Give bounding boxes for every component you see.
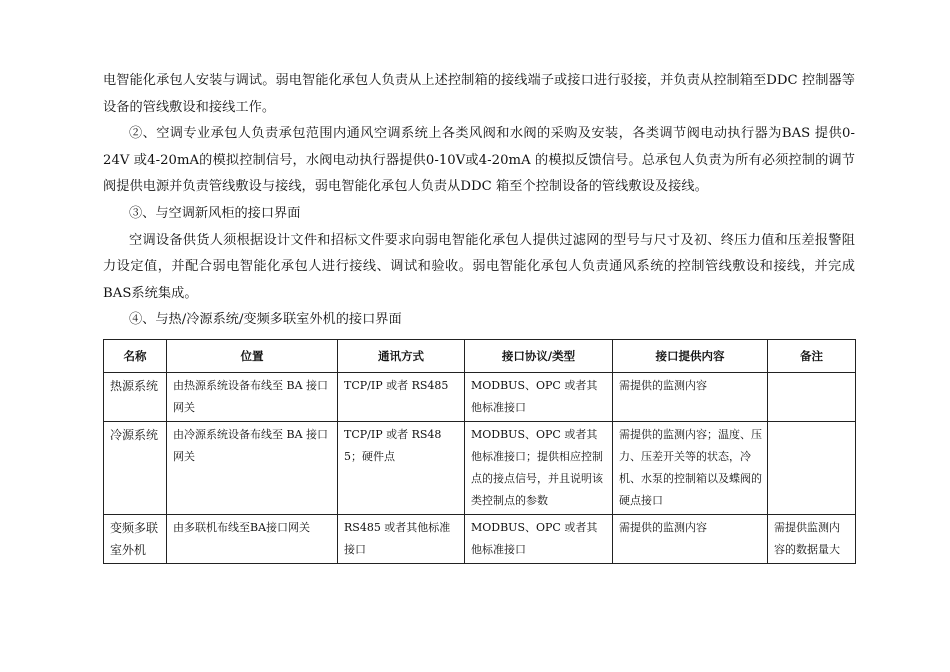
cell-protocol: MODBUS、OPC 或者其他标准接口；提供相应控制点的接点信号，并且说明该类控制点的参数 (465, 421, 613, 514)
heading-item-4: ④、与热/冷源系统/变频多联室外机的接口界面 (129, 312, 402, 328)
paragraph-continuation: 电智能化承包人安装与调试。弱电智能化承包人负责从上述控制箱的接线端子或接口进行驳接，并负责从控制箱至DDC 控制器等设备的管线敷设和接线工作。 (103, 73, 855, 115)
table-row (104, 514, 856, 563)
cell-content: 需提供的监测内容 (613, 514, 768, 563)
document-page (103, 68, 855, 564)
cell-name: 变频多联室外机 (104, 514, 167, 563)
cell-note (768, 372, 856, 421)
header-note: 备注 (768, 339, 856, 372)
cell-name: 热源系统 (104, 372, 167, 421)
cell-comm: TCP/IP 或者 RS485 (338, 372, 465, 421)
table-header-row (104, 339, 856, 372)
cell-note (768, 421, 856, 514)
header-protocol: 接口协议/类型 (465, 339, 613, 372)
cell-content: 需提供的监测内容；温度、压力、压差开关等的状态，冷机、水泵的控制箱以及蝶阀的硬点接口 (613, 421, 768, 514)
header-comm: 通讯方式 (338, 339, 465, 372)
table-row (104, 372, 856, 421)
cell-location: 由热源系统设备布线至 BA 接口网关 (167, 372, 338, 421)
cell-protocol: MODBUS、OPC 或者其他标准接口 (465, 514, 613, 563)
cell-location: 由冷源系统设备布线至 BA 接口网关 (167, 421, 338, 514)
header-location: 位置 (167, 339, 338, 372)
table-row (104, 421, 856, 514)
interface-table (103, 339, 856, 564)
cell-note: 需提供监测内容的数据量大 (768, 514, 856, 563)
cell-comm: RS485 或者其他标准接口 (338, 514, 465, 563)
header-content: 接口提供内容 (613, 339, 768, 372)
paragraph-item-3: 空调设备供货人须根据设计文件和招标文件要求向弱电智能化承包人提供过滤网的型号与尺寸及初、终压力值和压差报警阻力设定值，并配合弱电智能化承包人进行接线、调试和验收。弱电智能化承包人负责通风系统的控制管线敷设和接线，并完成BAS系统集成。 (103, 232, 855, 301)
paragraph-item-2: ②、空调专业承包人负责承包范围内通风空调系统上各类风阀和水阀的采购及安装，各类调节阀电动执行器为BAS 提供0-24V 或4-20mA的模拟控制信号，水阀电动执行器提供0-10V或4-20mA 的模拟反馈信号。总承包人负责为所有必须控制的调节阀提供电源并负责管线敷设与接线，弱电智能化承包人负责从DDC 箱至个控制设备的管线敷设及接线。 (103, 126, 855, 195)
cell-name: 冷源系统 (104, 421, 167, 514)
cell-comm: TCP/IP 或者 RS485；硬件点 (338, 421, 465, 514)
cell-content: 需提供的监测内容 (613, 372, 768, 421)
heading-item-3: ③、与空调新风柜的接口界面 (129, 205, 301, 221)
cell-protocol: MODBUS、OPC 或者其他标准接口 (465, 372, 613, 421)
header-name: 名称 (104, 339, 167, 372)
cell-location: 由多联机布线至BA接口网关 (167, 514, 338, 563)
